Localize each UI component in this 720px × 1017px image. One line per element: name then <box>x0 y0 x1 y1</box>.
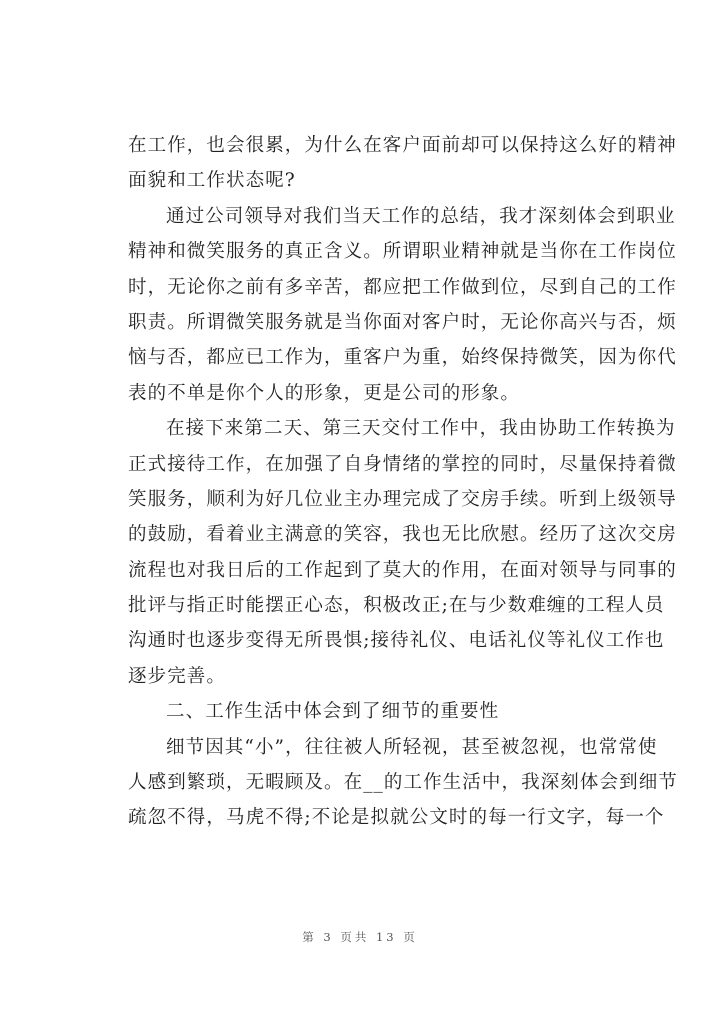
text-line: 时，无论你之前有多辛苦，都应把工作做到位，尽到自己的工作 <box>128 276 677 298</box>
text-line: 笑服务，顺利为好几位业主办理完成了交房手续。听到上级领导 <box>128 488 677 510</box>
text-line: 沟通时也逐步变得无所畏惧;接待礼仪、电话礼仪等礼仪工作也 <box>128 630 665 652</box>
paragraph-start-line: 细节因其“小”，往往被人所轻视，甚至被忽视，也常常使 <box>166 736 658 758</box>
paragraph-start-line: 在接下来第二天、第三天交付工作中，我由协助工作转换为 <box>166 418 676 440</box>
text-line: 恼与否，都应已工作为，重客户为重，始终保持微笑，因为你代 <box>128 347 677 369</box>
text-line: 职责。所谓微笑服务就是当你面对客户时，无论你高兴与否，烦 <box>128 311 677 333</box>
paragraph-start-line: 通过公司领导对我们当天工作的总结，我才深刻体会到职业 <box>166 205 676 227</box>
text-line: 正式接待工作，在加强了自身情绪的掌控的同时，尽量保持着微 <box>128 453 677 475</box>
text-line: 面貌和工作状态呢? <box>128 170 296 192</box>
text-line: 流程也对我日后的工作起到了莫大的作用，在面对领导与同事的 <box>128 559 677 581</box>
page-footer: 第 3 页共 13 页 <box>302 930 418 944</box>
text-line: 在工作，也会很累，为什么在客户面前却可以保持这么好的精神 <box>128 135 677 156</box>
text-line: 逐步完善。 <box>128 665 227 687</box>
section-heading: 二、工作生活中体会到了细节的重要性 <box>166 701 500 723</box>
text-line: 疏忽不得，马虎不得;不论是拟就公文时的每一行文字，每一个 <box>128 807 665 829</box>
text-line: 精神和微笑服务的真正含义。所谓职业精神就是当你在工作岗位 <box>128 241 677 263</box>
text-line: 批评与指正时能摆正心态，积极改正;在与少数难缠的工程人员 <box>128 595 665 617</box>
text-line: 人感到繁琐，无暇顾及。在__的工作生活中，我深刻体会到细节 <box>128 772 678 794</box>
document-body <box>128 128 678 836</box>
text-line: 的鼓励，看着业主满意的笑容，我也无比欣慰。经历了这次交房 <box>128 524 677 546</box>
text-line: 表的不单是你个人的形象，更是公司的形象。 <box>128 382 521 404</box>
